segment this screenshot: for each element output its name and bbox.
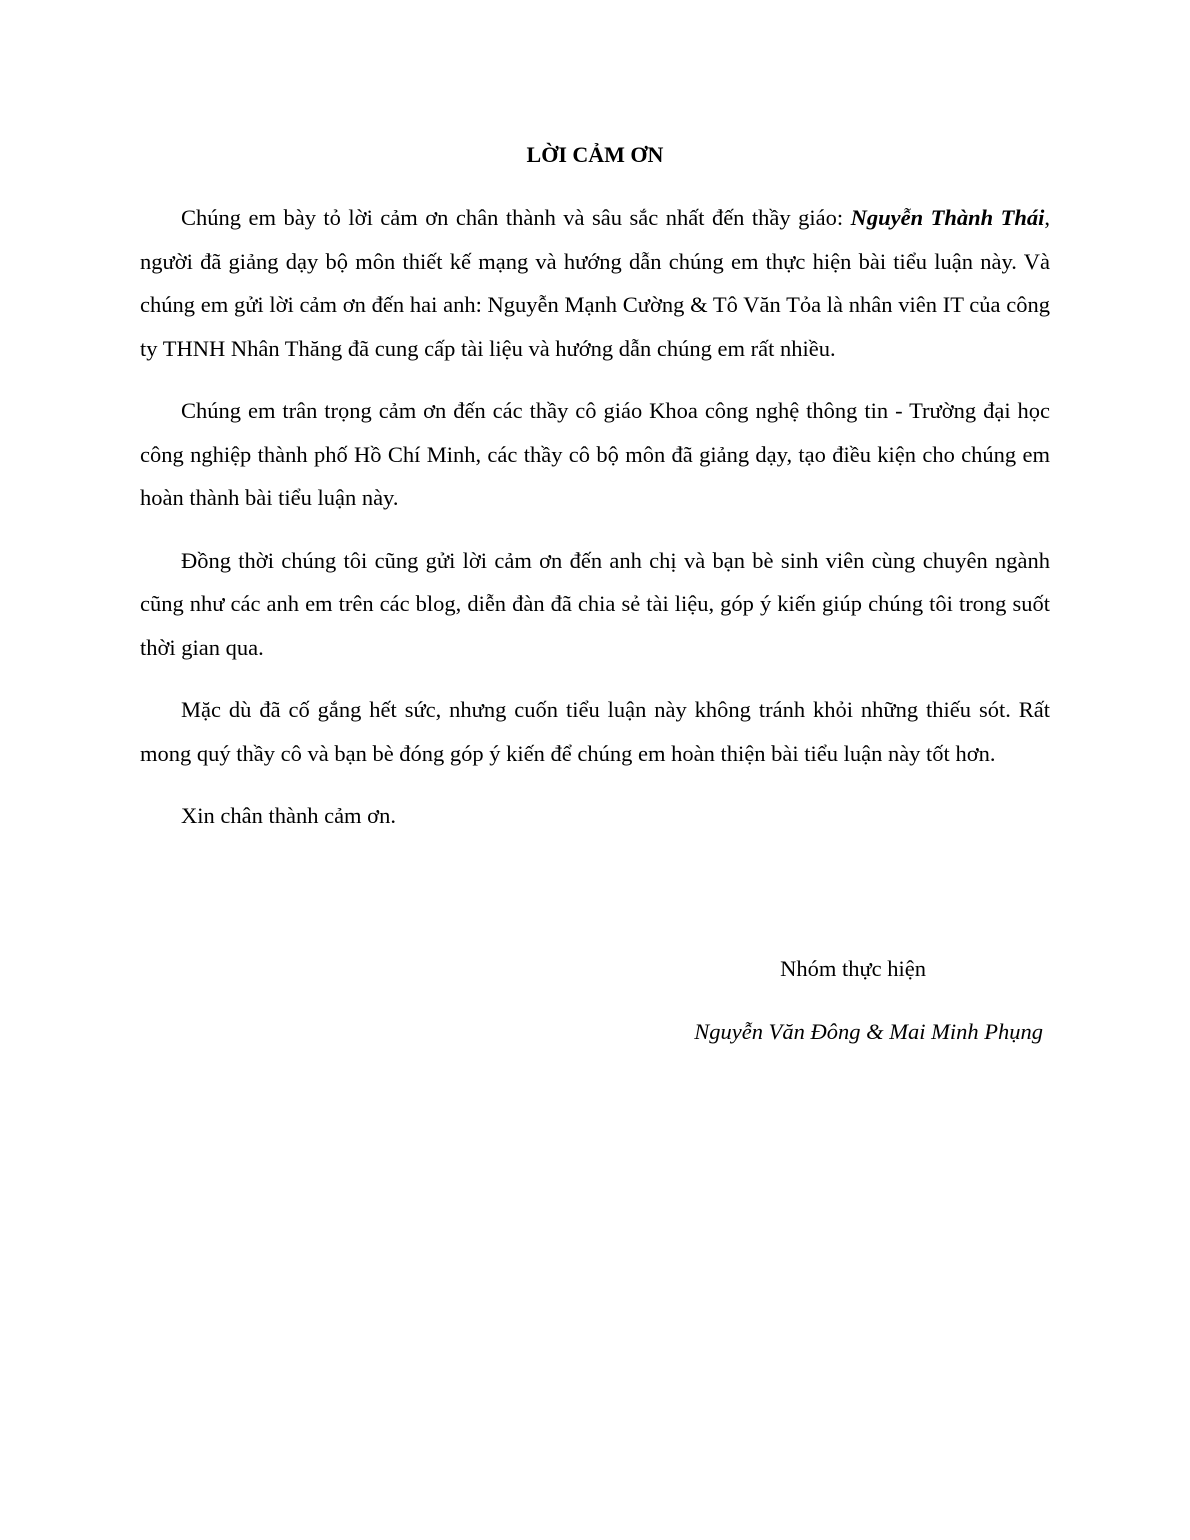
paragraph-5: Xin chân thành cảm ơn. xyxy=(181,803,396,828)
paragraph-2: Chúng em trân trọng cảm ơn đến các thầy cô giáo Khoa công nghệ thông tin - Trường đại học công nghiệp thành phố Hồ Chí Minh, các thầy cô bộ môn đã giảng dạy, tạo điều kiện cho chúng em hoàn thành bài tiểu luận này. xyxy=(140,398,1050,510)
document-body xyxy=(140,196,1050,857)
paragraph-1-lead: Chúng em bày tỏ lời cảm ơn chân thành và sâu sắc nhất đến thầy giáo: xyxy=(181,205,851,230)
signature-names: Nguyễn Văn Đông & Mai Minh Phụng xyxy=(694,1019,1043,1044)
signature-group: Nhóm thực hiện xyxy=(780,956,926,981)
paragraph-3: Đồng thời chúng tôi cũng gửi lời cảm ơn đến anh chị và bạn bè sinh viên cùng chuyên ngành cũng như các anh em trên các blog, diễn đàn đã chia sẻ tài liệu, góp ý kiến giúp chúng tôi trong suốt thời gian qua. xyxy=(140,547,1050,660)
paragraph-1-rest: , người đã giảng dạy bộ môn thiết kế mạng và hướng dẫn chúng em thực hiện bài tiểu luận này. Và chúng em gửi lời cảm ơn đến hai anh: Nguyễn Mạnh Cường & Tô Văn Tỏa là nhân viên IT của công ty THNH Nhân Thăng đã cung cấp tài liệu và hướng dẫn chúng em rất nhiều. xyxy=(140,205,1050,361)
paragraph-1 xyxy=(140,196,1050,370)
teacher-name: Nguyễn Thành Thái xyxy=(850,205,1045,230)
paragraph-4: Mặc dù đã cố gắng hết sức, nhưng cuốn tiểu luận này không tránh khỏi những thiếu sót. Rất mong quý thầy cô và bạn bè đóng góp ý kiến để chúng em hoàn thiện bài tiểu luận này tốt hơn. xyxy=(140,697,1050,766)
page-title: LỜI CẢM ƠN xyxy=(526,142,664,167)
